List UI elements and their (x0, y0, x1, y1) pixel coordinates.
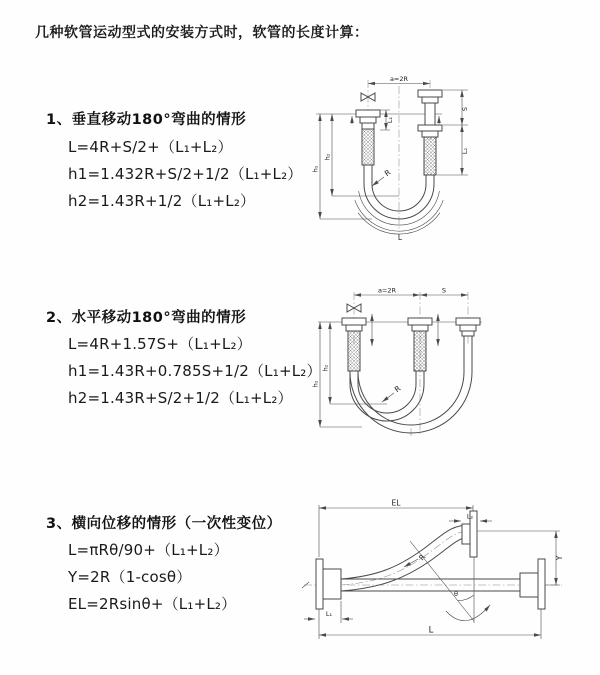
dim-label-h1: h₁ (312, 380, 320, 388)
dim-label-h2: h₂ (323, 153, 332, 161)
dim-label-y: Y (555, 555, 564, 561)
hose-displaced-position (341, 525, 470, 591)
section-2-heading: 2、水平移动180°弯曲的情形 (46, 310, 247, 326)
horizontal-180-bend-diagram (312, 284, 512, 442)
dim-label-l1: L₁ (386, 116, 394, 124)
left-hose-fitting (356, 110, 380, 184)
right-hose-fitting (418, 90, 442, 184)
section-3-formula-EL: EL=2Rsinθ+（L₁+L₂） (68, 595, 237, 613)
section-1-heading: 1、垂直移动180°弯曲的情形 (46, 112, 247, 128)
angle-label-theta: θ (454, 590, 458, 598)
dim-label-l1: L₁ (325, 610, 333, 618)
hose-u-bend (350, 372, 472, 433)
radius-label: R (382, 167, 393, 179)
braid-section (348, 331, 360, 371)
braid-section (414, 331, 426, 371)
section-3-formula-L: L=πRθ/90+（L₁+L₂） (68, 541, 229, 559)
lateral-displacement-diagram (298, 497, 592, 652)
dim-label-el: EL (391, 498, 401, 508)
dim-label-l2: L₂ (461, 147, 469, 155)
right-lower-flange (520, 559, 545, 609)
section-2-formula-h1: h1=1.43R+0.785S+1/2（L₁+L₂） (68, 362, 322, 380)
dim-label-a2r: a=2R (377, 286, 397, 295)
dim-label-l: L (428, 625, 434, 636)
left-hose-fitting (342, 318, 366, 384)
section-2-formula-h2: h2=1.43R+S/2+1/2（L₁+L₂） (68, 389, 293, 407)
dim-label-s: S (461, 106, 469, 112)
dim-label-h1: h₁ (312, 165, 320, 173)
radius-label: R (416, 552, 428, 563)
section-1-formula-h2: h2=1.43R+1/2（L₁+L₂） (68, 192, 256, 210)
vertical-180-bend-diagram (312, 72, 476, 244)
section-1-formula-h1: h1=1.432R+S/2+1/2（L₁+L₂） (68, 165, 303, 183)
radius-label: R (392, 383, 403, 395)
braid-section (362, 129, 374, 165)
dim-label-a2r: a=2R (389, 75, 409, 83)
braid-section (424, 137, 436, 175)
dim-label-s: S (441, 286, 447, 295)
section-3-heading: 3、横向位移的情形（一次性变位） (46, 516, 282, 532)
dim-label-l2: L₂ (466, 512, 474, 521)
section-2-formula-L: L=4R+1.57S+（L₁+L₂） (68, 335, 252, 353)
dim-label-h2: h₂ (321, 364, 330, 372)
dim-label-l: L (397, 233, 403, 242)
right-hose-fitting (456, 318, 480, 372)
middle-hose-fitting (408, 318, 432, 384)
page-title: 几种软管运动型式的安装方式时，软管的长度计算： (35, 25, 369, 41)
section-3-formula-Y: Y=2R（1-cosθ） (68, 568, 192, 586)
left-flange (316, 559, 341, 609)
section-1-formula-L: L=4R+S/2+（L₁+L₂） (68, 138, 233, 156)
